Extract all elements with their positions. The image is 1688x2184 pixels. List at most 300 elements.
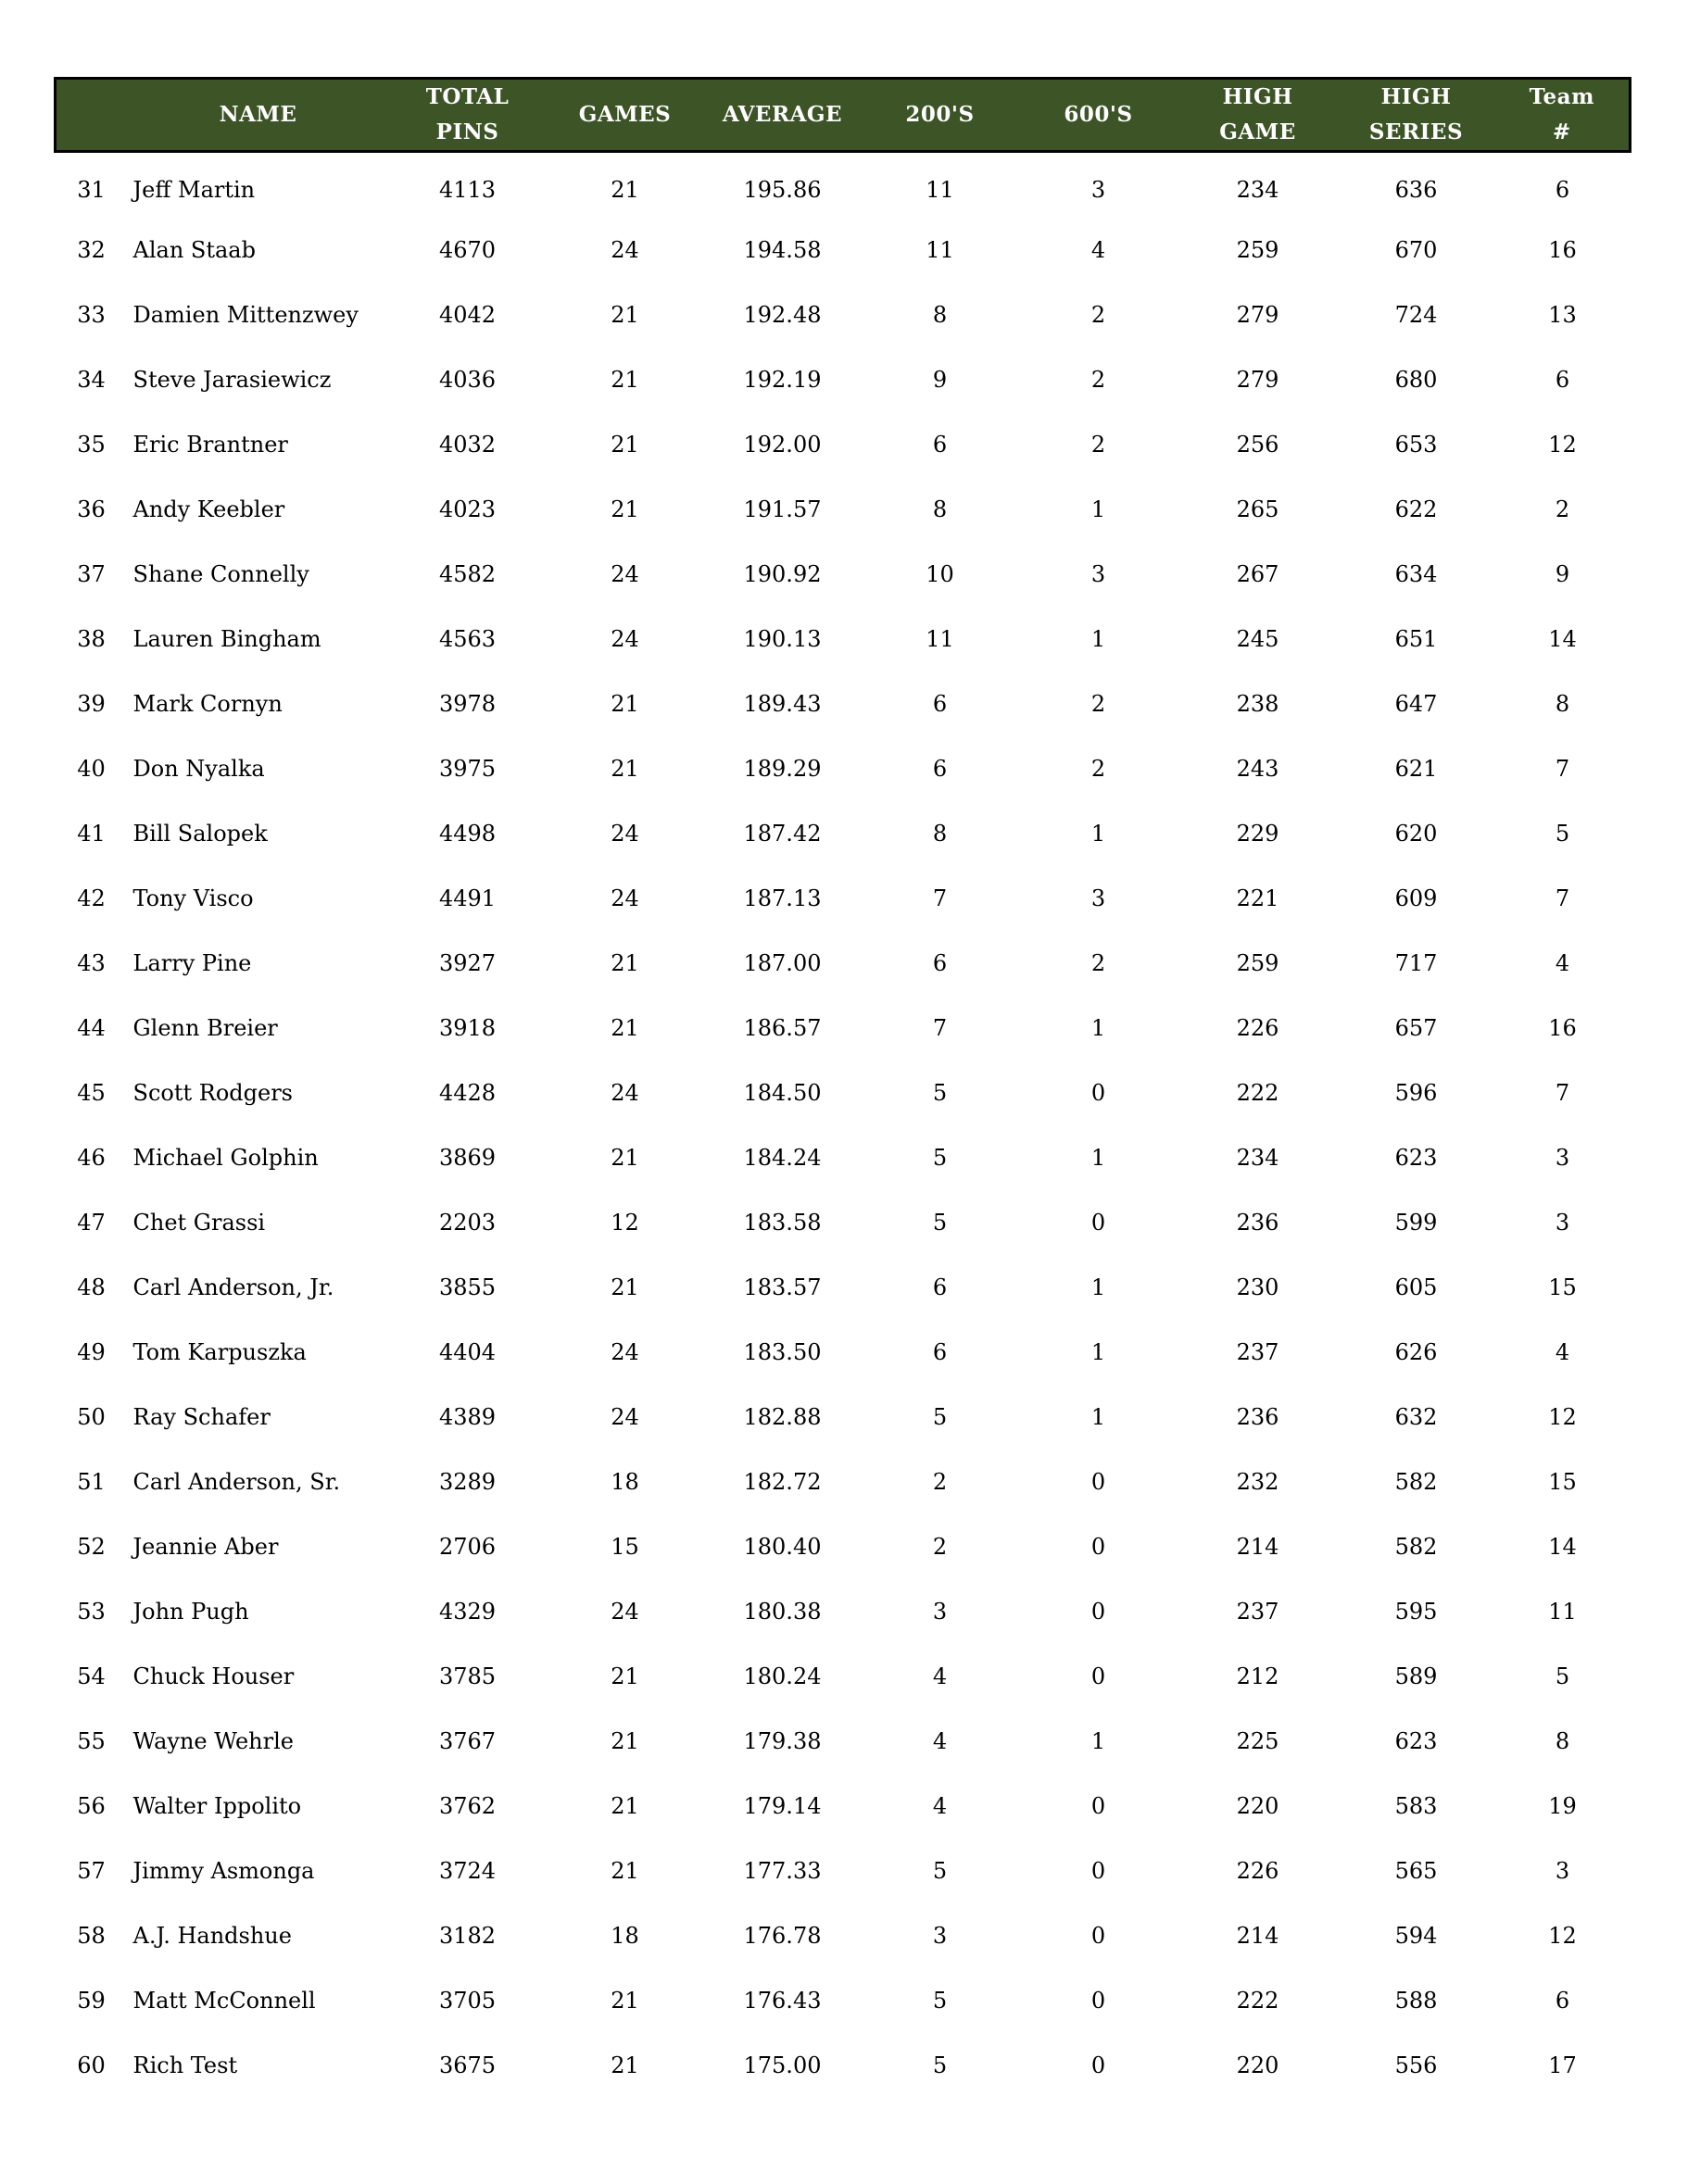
cell-average: 183.58 (743, 1210, 822, 1236)
column-header-high-series (1338, 79, 1495, 152)
column-header-rank (56, 79, 128, 152)
cell-200s: 3 (932, 1923, 948, 1949)
cell-average: 179.38 (743, 1728, 822, 1754)
cell-total-pins: 4036 (438, 367, 497, 393)
column-header-line: SERIES (1368, 119, 1464, 144)
cell-200s: 5 (932, 1988, 948, 2014)
column-header-line: # (1552, 119, 1571, 144)
cell-games: 24 (611, 1080, 639, 1106)
cell-high-series: 623 (1394, 1145, 1438, 1171)
cell-200s: 4 (932, 1793, 948, 1819)
cell-games: 21 (611, 950, 639, 976)
cell-average: 187.42 (743, 821, 822, 847)
cell-600s: 1 (1090, 1339, 1106, 1365)
cell-rank: 40 (77, 756, 106, 782)
cell-team-number: 9 (1555, 561, 1570, 587)
cell-name: Chet Grassi (132, 1210, 266, 1236)
cell-games: 24 (611, 626, 639, 652)
cell-total-pins: 4023 (438, 496, 497, 522)
cell-rank: 53 (77, 1599, 106, 1625)
table-row (56, 542, 1631, 607)
cell-rank: 49 (77, 1339, 106, 1365)
cell-high-series: 634 (1394, 561, 1438, 587)
cell-total-pins: 3705 (438, 1988, 497, 2014)
cell-average: 192.00 (743, 432, 822, 458)
table-row (56, 347, 1631, 412)
cell-rank: 35 (77, 432, 106, 458)
cell-games: 21 (611, 367, 639, 393)
cell-total-pins: 4389 (438, 1404, 497, 1430)
cell-total-pins: 4032 (438, 432, 497, 458)
cell-total-pins: 3762 (438, 1793, 497, 1819)
table-row (56, 931, 1631, 996)
cell-games: 21 (611, 432, 639, 458)
cell-rank: 45 (77, 1080, 106, 1106)
cell-rank: 32 (77, 237, 106, 263)
cell-games: 21 (611, 1015, 639, 1041)
cell-total-pins: 3855 (438, 1274, 497, 1300)
cell-average: 184.50 (743, 1080, 822, 1106)
cell-games: 21 (611, 756, 639, 782)
cell-high-series: 595 (1394, 1599, 1438, 1625)
cell-team-number: 12 (1548, 1404, 1577, 1430)
table-row (56, 1125, 1631, 1190)
cell-average: 187.00 (743, 950, 822, 976)
cell-total-pins: 4404 (438, 1339, 497, 1365)
cell-games: 12 (611, 1210, 639, 1236)
cell-200s: 6 (932, 432, 948, 458)
table-row (56, 736, 1631, 801)
cell-name: Carl Anderson, Jr. (132, 1274, 334, 1300)
cell-high-game: 226 (1236, 1858, 1279, 1884)
cell-total-pins: 3289 (438, 1469, 497, 1495)
cell-high-game: 238 (1236, 691, 1279, 717)
cell-average: 190.92 (743, 561, 822, 587)
cell-name: Shane Connelly (132, 561, 309, 587)
cell-rank: 46 (77, 1145, 106, 1171)
cell-name: Jeff Martin (132, 177, 256, 203)
cell-200s: 5 (932, 1145, 948, 1171)
cell-name: Don Nyalka (132, 756, 265, 782)
cell-200s: 4 (932, 1663, 948, 1689)
cell-600s: 2 (1090, 756, 1106, 782)
table-row (56, 1385, 1631, 1450)
cell-high-game: 222 (1236, 1988, 1279, 2014)
cell-rank: 41 (77, 821, 106, 847)
cell-high-series: 589 (1394, 1663, 1438, 1689)
cell-average: 191.57 (743, 496, 822, 522)
cell-high-game: 225 (1236, 1728, 1279, 1754)
cell-high-game: 220 (1236, 2052, 1279, 2078)
cell-200s: 6 (932, 1274, 948, 1300)
table-row (56, 218, 1631, 282)
cell-team-number: 15 (1548, 1469, 1577, 1495)
cell-name: Rich Test (132, 2052, 238, 2078)
cell-rank: 47 (77, 1210, 106, 1236)
cell-name: Michael Golphin (132, 1145, 319, 1171)
cell-200s: 6 (932, 950, 948, 976)
cell-name: A.J. Handshue (132, 1923, 292, 1949)
column-header-line: TOTAL (425, 84, 510, 109)
cell-200s: 6 (932, 1339, 948, 1365)
cell-name: Tom Karpuszka (132, 1339, 307, 1365)
cell-high-game: 259 (1236, 237, 1279, 263)
cell-high-game: 212 (1236, 1663, 1279, 1689)
cell-rank: 51 (77, 1469, 106, 1495)
cell-600s: 1 (1090, 1145, 1106, 1171)
cell-high-game: 234 (1236, 177, 1279, 203)
cell-name: Eric Brantner (132, 432, 288, 458)
cell-high-game: 237 (1236, 1339, 1279, 1365)
cell-600s: 1 (1090, 626, 1106, 652)
table-row (56, 282, 1631, 347)
cell-games: 21 (611, 1274, 639, 1300)
cell-600s: 1 (1090, 1404, 1106, 1430)
cell-high-game: 221 (1236, 885, 1279, 911)
cell-team-number: 8 (1555, 691, 1570, 717)
cell-games: 21 (611, 1793, 639, 1819)
cell-games: 24 (611, 1404, 639, 1430)
cell-games: 21 (611, 1988, 639, 2014)
cell-total-pins: 4491 (438, 885, 497, 911)
cell-high-series: 599 (1394, 1210, 1438, 1236)
table-header-row (56, 79, 1631, 152)
cell-200s: 2 (932, 1469, 948, 1495)
cell-rank: 55 (77, 1728, 106, 1754)
cell-average: 183.50 (743, 1339, 822, 1365)
cell-200s: 6 (932, 691, 948, 717)
table-row (56, 1968, 1631, 2033)
cell-200s: 5 (932, 1080, 948, 1106)
cell-games: 18 (611, 1469, 639, 1495)
cell-200s: 5 (932, 1858, 948, 1884)
standings-sheet (54, 77, 1629, 2098)
table-row (56, 2033, 1631, 2098)
cell-team-number: 6 (1555, 367, 1570, 393)
cell-games: 24 (611, 821, 639, 847)
cell-total-pins: 4563 (438, 626, 497, 652)
cell-high-game: 222 (1236, 1080, 1279, 1106)
cell-name: Jeannie Aber (132, 1534, 279, 1560)
table-row (56, 801, 1631, 866)
cell-name: Walter Ippolito (132, 1793, 302, 1819)
table-row (56, 412, 1631, 477)
cell-rank: 36 (77, 496, 106, 522)
cell-team-number: 12 (1548, 1923, 1577, 1949)
cell-team-number: 6 (1555, 1988, 1570, 2014)
table-body (56, 152, 1631, 2099)
cell-games: 21 (611, 1728, 639, 1754)
cell-total-pins: 3767 (438, 1728, 497, 1754)
cell-high-series: 583 (1394, 1793, 1438, 1819)
cell-200s: 6 (932, 756, 948, 782)
cell-rank: 38 (77, 626, 106, 652)
cell-team-number: 16 (1548, 1015, 1577, 1041)
cell-average: 190.13 (743, 626, 822, 652)
cell-high-game: 230 (1236, 1274, 1279, 1300)
cell-high-series: 651 (1394, 626, 1438, 652)
cell-rank: 42 (77, 885, 106, 911)
cell-600s: 1 (1090, 1274, 1106, 1300)
column-header-average (704, 79, 862, 152)
cell-team-number: 12 (1548, 432, 1577, 458)
cell-high-game: 236 (1236, 1210, 1279, 1236)
cell-200s: 3 (932, 1599, 948, 1625)
cell-rank: 44 (77, 1015, 106, 1041)
cell-average: 195.86 (743, 177, 822, 203)
cell-total-pins: 3975 (438, 756, 497, 782)
cell-team-number: 7 (1555, 885, 1570, 911)
table-row (56, 1579, 1631, 1644)
cell-name: Wayne Wehrle (132, 1728, 294, 1754)
cell-high-game: 226 (1236, 1015, 1279, 1041)
cell-200s: 7 (932, 885, 948, 911)
table-row (56, 1320, 1631, 1385)
column-header-name (128, 79, 389, 152)
cell-total-pins: 3675 (438, 2052, 497, 2078)
cell-games: 24 (611, 1339, 639, 1365)
cell-high-game: 220 (1236, 1793, 1279, 1819)
column-header-total-pins (389, 79, 547, 152)
cell-600s: 1 (1090, 1015, 1106, 1041)
cell-high-series: 582 (1394, 1534, 1438, 1560)
cell-high-series: 724 (1394, 302, 1438, 328)
cell-200s: 8 (932, 821, 948, 847)
cell-600s: 1 (1090, 1728, 1106, 1754)
cell-average: 179.14 (743, 1793, 822, 1819)
cell-games: 21 (611, 1145, 639, 1171)
cell-total-pins: 4428 (438, 1080, 497, 1106)
cell-600s: 0 (1090, 1080, 1106, 1106)
cell-high-series: 594 (1394, 1923, 1438, 1949)
column-header-line: HIGH (1380, 84, 1452, 109)
column-header-line: PINS (435, 119, 499, 144)
column-header-200s (862, 79, 1019, 152)
cell-rank: 37 (77, 561, 106, 587)
cell-team-number: 13 (1548, 302, 1577, 328)
column-header-team-number (1495, 79, 1631, 152)
cell-rank: 56 (77, 1793, 106, 1819)
cell-high-game: 267 (1236, 561, 1279, 587)
cell-600s: 0 (1090, 1534, 1106, 1560)
standings-table (54, 77, 1631, 2098)
cell-200s: 8 (932, 302, 948, 328)
table-row (56, 1061, 1631, 1125)
column-header-line: GAME (1219, 119, 1296, 144)
cell-average: 183.57 (743, 1274, 822, 1300)
cell-high-series: 717 (1394, 950, 1438, 976)
cell-600s: 0 (1090, 2052, 1106, 2078)
cell-total-pins: 4670 (438, 237, 497, 263)
cell-high-series: 626 (1394, 1339, 1438, 1365)
cell-games: 24 (611, 237, 639, 263)
table-row (56, 1774, 1631, 1839)
cell-high-series: 620 (1394, 821, 1438, 847)
cell-high-series: 621 (1394, 756, 1438, 782)
cell-name: Chuck Houser (132, 1663, 295, 1689)
cell-high-game: 245 (1236, 626, 1279, 652)
column-header-line: NAME (219, 102, 297, 127)
cell-average: 175.00 (743, 2052, 822, 2078)
cell-name: Scott Rodgers (132, 1080, 293, 1106)
cell-name: Mark Cornyn (132, 691, 283, 717)
cell-total-pins: 3978 (438, 691, 497, 717)
cell-total-pins: 4113 (438, 177, 497, 203)
cell-high-series: 653 (1394, 432, 1438, 458)
table-row (56, 477, 1631, 542)
cell-600s: 3 (1090, 177, 1106, 203)
cell-rank: 34 (77, 367, 106, 393)
cell-rank: 48 (77, 1274, 106, 1300)
cell-600s: 2 (1090, 367, 1106, 393)
cell-average: 176.43 (743, 1988, 822, 2014)
column-header-line: Team (1529, 84, 1594, 109)
cell-team-number: 8 (1555, 1728, 1570, 1754)
cell-600s: 0 (1090, 1793, 1106, 1819)
cell-high-series: 636 (1394, 177, 1438, 203)
cell-high-series: 670 (1394, 237, 1438, 263)
cell-rank: 31 (77, 177, 106, 203)
cell-high-game: 229 (1236, 821, 1279, 847)
cell-rank: 59 (77, 1988, 106, 2014)
cell-name: Bill Salopek (132, 821, 268, 847)
cell-average: 177.33 (743, 1858, 822, 1884)
cell-rank: 57 (77, 1858, 106, 1884)
cell-600s: 0 (1090, 1988, 1106, 2014)
cell-200s: 8 (932, 496, 948, 522)
column-header-line: 200'S (905, 102, 975, 127)
cell-high-game: 232 (1236, 1469, 1279, 1495)
cell-200s: 9 (932, 367, 948, 393)
cell-high-game: 265 (1236, 496, 1279, 522)
cell-team-number: 5 (1555, 821, 1570, 847)
cell-team-number: 5 (1555, 1663, 1570, 1689)
cell-name: Lauren Bingham (132, 626, 321, 652)
table-row (56, 152, 1631, 219)
cell-high-game: 234 (1236, 1145, 1279, 1171)
cell-name: Carl Anderson, Sr. (132, 1469, 341, 1495)
cell-high-game: 237 (1236, 1599, 1279, 1625)
cell-team-number: 15 (1548, 1274, 1577, 1300)
cell-total-pins: 4498 (438, 821, 497, 847)
cell-600s: 2 (1090, 432, 1106, 458)
cell-average: 176.78 (743, 1923, 822, 1949)
cell-high-series: 605 (1394, 1274, 1438, 1300)
cell-total-pins: 2203 (438, 1210, 497, 1236)
cell-total-pins: 3927 (438, 950, 497, 976)
cell-average: 180.24 (743, 1663, 822, 1689)
cell-high-series: 632 (1394, 1404, 1438, 1430)
cell-200s: 11 (926, 626, 954, 652)
cell-rank: 33 (77, 302, 106, 328)
cell-games: 18 (611, 1923, 639, 1949)
cell-name: Jimmy Asmonga (132, 1858, 315, 1884)
cell-rank: 52 (77, 1534, 106, 1560)
cell-team-number: 2 (1555, 496, 1570, 522)
cell-name: Ray Schafer (132, 1404, 271, 1430)
cell-200s: 10 (926, 561, 954, 587)
cell-name: Glenn Breier (132, 1015, 278, 1041)
cell-600s: 0 (1090, 1858, 1106, 1884)
cell-600s: 0 (1090, 1923, 1106, 1949)
cell-high-series: 596 (1394, 1080, 1438, 1106)
cell-games: 21 (611, 496, 639, 522)
table-row (56, 1450, 1631, 1514)
cell-600s: 0 (1090, 1469, 1106, 1495)
table-row (56, 1514, 1631, 1579)
cell-high-game: 279 (1236, 302, 1279, 328)
cell-high-series: 556 (1394, 2052, 1438, 2078)
cell-team-number: 14 (1548, 626, 1577, 652)
cell-600s: 4 (1090, 237, 1106, 263)
cell-games: 21 (611, 1858, 639, 1884)
cell-average: 180.40 (743, 1534, 822, 1560)
cell-team-number: 14 (1548, 1534, 1577, 1560)
cell-high-game: 259 (1236, 950, 1279, 976)
cell-high-game: 256 (1236, 432, 1279, 458)
cell-high-series: 609 (1394, 885, 1438, 911)
cell-name: Damien Mittenzwey (132, 302, 359, 328)
cell-average: 189.43 (743, 691, 822, 717)
cell-team-number: 6 (1555, 177, 1570, 203)
cell-high-series: 647 (1394, 691, 1438, 717)
cell-high-series: 588 (1394, 1988, 1438, 2014)
cell-rank: 43 (77, 950, 106, 976)
cell-team-number: 17 (1548, 2052, 1577, 2078)
cell-200s: 5 (932, 1404, 948, 1430)
cell-high-game: 214 (1236, 1923, 1279, 1949)
table-row (56, 866, 1631, 931)
cell-team-number: 16 (1548, 237, 1577, 263)
cell-high-series: 565 (1394, 1858, 1438, 1884)
cell-games: 24 (611, 561, 639, 587)
column-header-games (547, 79, 704, 152)
cell-200s: 5 (932, 2052, 948, 2078)
cell-total-pins: 4329 (438, 1599, 497, 1625)
cell-600s: 1 (1090, 821, 1106, 847)
cell-games: 21 (611, 2052, 639, 2078)
cell-team-number: 11 (1548, 1599, 1577, 1625)
cell-200s: 11 (926, 177, 954, 203)
cell-600s: 3 (1090, 885, 1106, 911)
cell-total-pins: 4582 (438, 561, 497, 587)
cell-200s: 4 (932, 1728, 948, 1754)
cell-600s: 1 (1090, 496, 1106, 522)
cell-200s: 11 (926, 237, 954, 263)
cell-high-game: 214 (1236, 1534, 1279, 1560)
cell-high-game: 279 (1236, 367, 1279, 393)
cell-games: 21 (611, 302, 639, 328)
cell-600s: 2 (1090, 691, 1106, 717)
column-header-line: AVERAGE (722, 102, 843, 127)
cell-average: 182.72 (743, 1469, 822, 1495)
cell-rank: 60 (77, 2052, 106, 2078)
cell-200s: 7 (932, 1015, 948, 1041)
cell-team-number: 19 (1548, 1793, 1577, 1819)
table-header (56, 79, 1631, 152)
cell-average: 194.58 (743, 237, 822, 263)
cell-name: Matt McConnell (132, 1988, 316, 2014)
column-header-high-game (1178, 79, 1338, 152)
cell-team-number: 4 (1555, 950, 1570, 976)
cell-name: Larry Pine (132, 950, 252, 976)
cell-average: 187.13 (743, 885, 822, 911)
cell-average: 186.57 (743, 1015, 822, 1041)
cell-600s: 3 (1090, 561, 1106, 587)
cell-total-pins: 3918 (438, 1015, 497, 1041)
table-row (56, 1255, 1631, 1320)
cell-high-series: 680 (1394, 367, 1438, 393)
